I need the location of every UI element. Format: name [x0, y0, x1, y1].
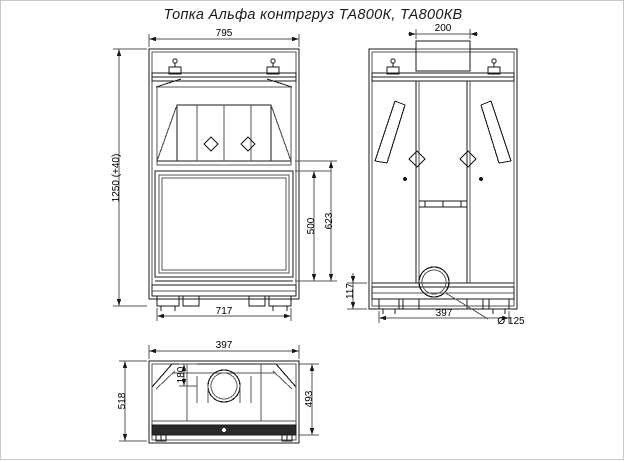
front-view — [113, 34, 337, 321]
dim-inner-height: 623 — [324, 212, 335, 230]
dim-top-front-depth: 180 — [176, 366, 187, 384]
dim-front-width: 795 — [215, 28, 233, 39]
dim-flue-diameter: Ø 125 — [497, 316, 525, 327]
dim-top-inner-depth: 493 — [304, 390, 315, 408]
dim-glass-height: 500 — [306, 217, 317, 235]
dim-top-depth: 518 — [117, 392, 128, 410]
dim-front-height: 1250 (+40) — [111, 153, 122, 203]
side-view — [347, 29, 517, 323]
technical-drawing-canvas — [1, 1, 624, 461]
dim-front-base-width: 717 — [215, 306, 233, 317]
dim-side-top-width: 200 — [434, 23, 452, 34]
page-title: Топка Альфа контргруз ТА800К, ТА800КВ — [163, 7, 463, 23]
dim-side-base-width: 397 — [435, 308, 453, 319]
top-view — [119, 345, 319, 443]
dim-side-bottom-height: 117 — [345, 283, 356, 299]
dim-top-width: 397 — [215, 340, 233, 351]
